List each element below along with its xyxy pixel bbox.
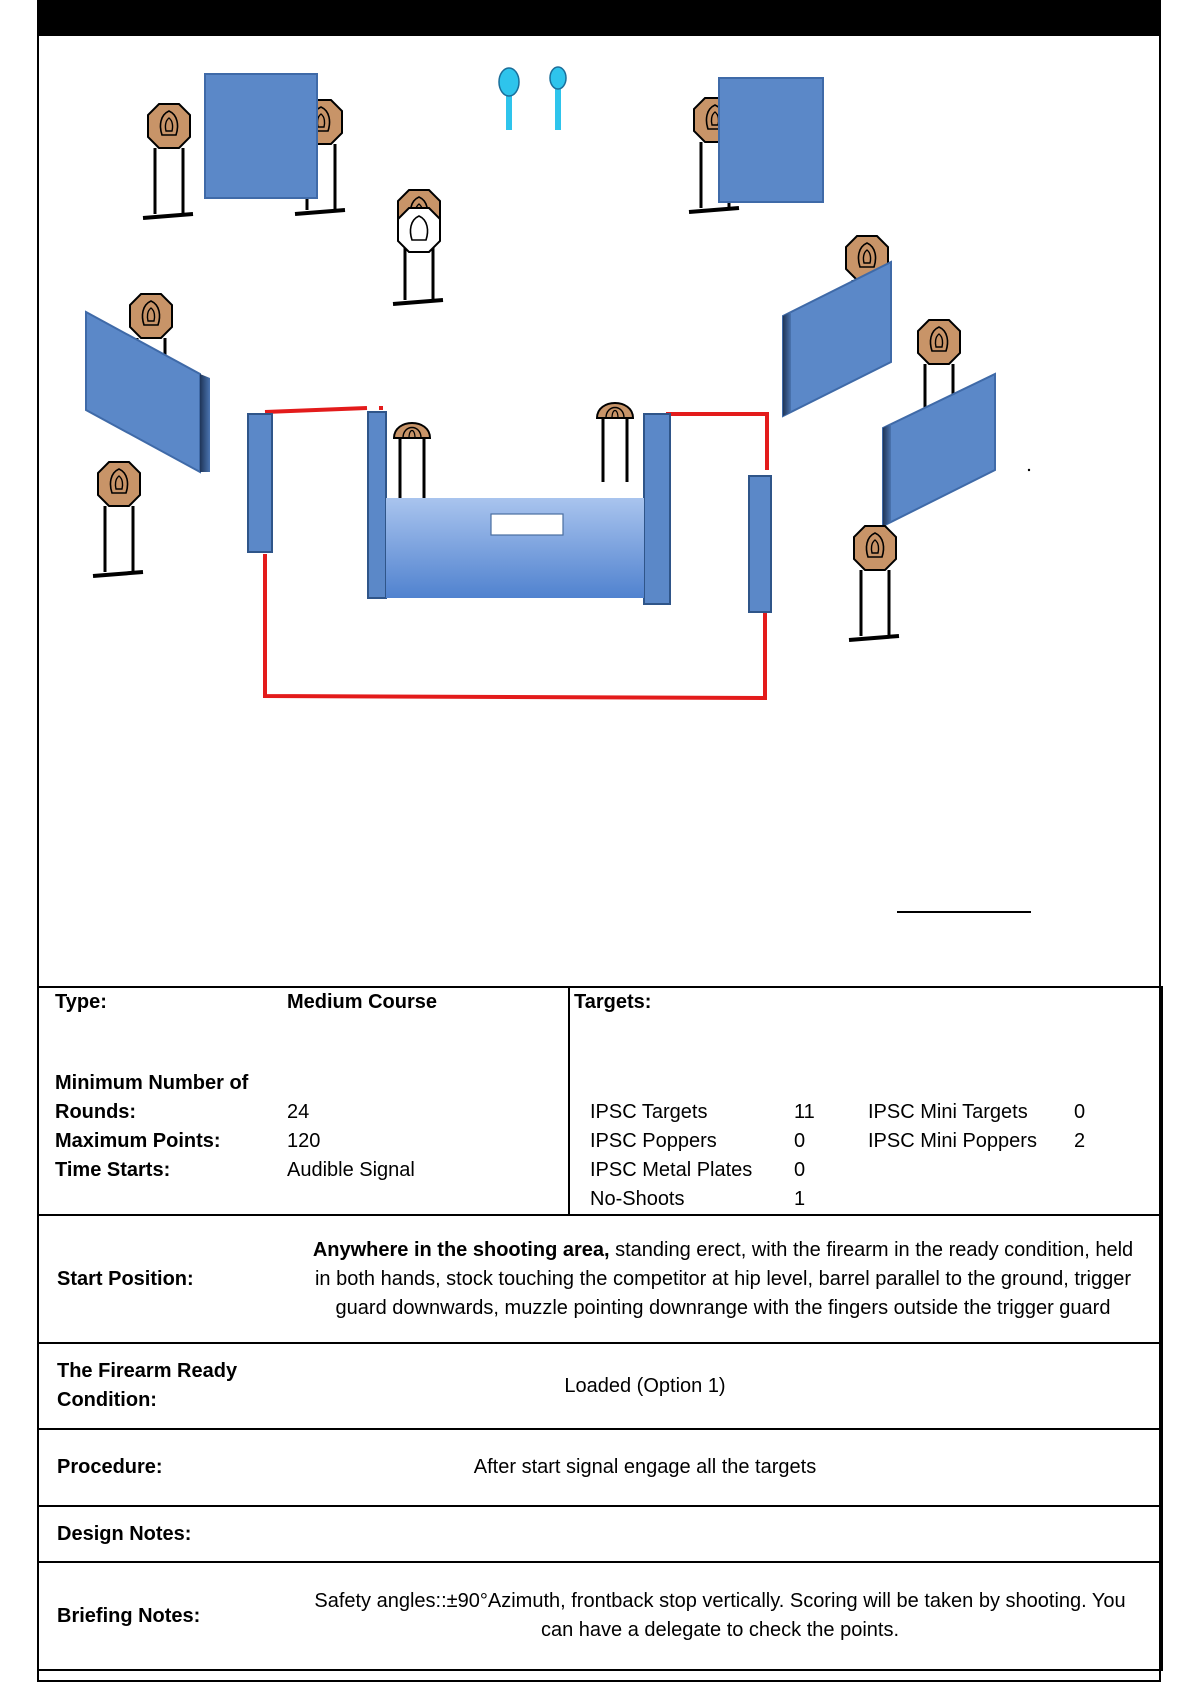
ipsc-target bbox=[849, 526, 899, 640]
target-type-count: 1 bbox=[794, 1188, 806, 1210]
design-notes-row bbox=[38, 1506, 1162, 1562]
targets-cell bbox=[569, 987, 1162, 1215]
max-points-label: Maximum Points: bbox=[55, 1130, 221, 1152]
ready-condition-cell bbox=[38, 1343, 1162, 1429]
start-position-line2: in both hands, stock touching the competitor at hip level, barrel parallel to the ground, trigger bbox=[314, 1267, 1132, 1290]
popper-icon bbox=[550, 67, 566, 130]
target-type-name: IPSC Metal Plates bbox=[590, 1159, 753, 1181]
time-starts-label: Time Starts: bbox=[55, 1159, 171, 1181]
type-label: Type: bbox=[55, 991, 107, 1013]
target-type-count: 11 bbox=[794, 1101, 815, 1123]
stage-info-table bbox=[37, 986, 1163, 1671]
briefing-notes-label: Briefing Notes: bbox=[57, 1604, 201, 1627]
ipsc-target bbox=[93, 462, 143, 576]
start-position-bold: Anywhere in the shooting area, bbox=[312, 1238, 610, 1261]
angled-wall bbox=[783, 262, 891, 416]
wall bbox=[368, 412, 386, 598]
wall bbox=[205, 74, 317, 198]
type-value: Medium Course bbox=[287, 991, 438, 1013]
briefing-notes-text bbox=[289, 1587, 1161, 1645]
start-position-line1: standing erect, with the firearm in the ready condition, held bbox=[609, 1238, 1134, 1261]
ready-condition-label-1: The Firearm Ready bbox=[57, 1360, 238, 1382]
max-points-value: 120 bbox=[287, 1130, 321, 1152]
ipsc-mini-target bbox=[597, 403, 633, 482]
no-shoot-target bbox=[398, 208, 440, 252]
ready-condition-row bbox=[38, 1343, 1162, 1429]
briefing-notes-line2: can have a delegate to check the points. bbox=[540, 1619, 900, 1641]
wall bbox=[644, 414, 670, 604]
marker-dot bbox=[1028, 469, 1030, 471]
wall bbox=[719, 78, 823, 202]
barrel-obstacle bbox=[386, 498, 644, 598]
ipsc-mini-target bbox=[394, 423, 430, 502]
target-type-name: IPSC Targets bbox=[590, 1101, 708, 1123]
popper-icon bbox=[499, 68, 519, 130]
min-rounds-label-2: Rounds: bbox=[55, 1101, 137, 1123]
target-type-name: IPSC Poppers bbox=[590, 1130, 717, 1152]
procedure-cell bbox=[38, 1429, 1162, 1506]
target-type-name: IPSC Mini Targets bbox=[868, 1101, 1028, 1123]
min-rounds-value: 24 bbox=[287, 1101, 310, 1123]
start-position-line3: guard downwards, muzzle pointing downrange with the fingers outside the trigger guard bbox=[335, 1296, 1111, 1319]
ready-condition-value: Loaded (Option 1) bbox=[564, 1374, 726, 1397]
target-type-count: 0 bbox=[1074, 1101, 1086, 1123]
procedure-value: After start signal engage all the targets bbox=[473, 1456, 817, 1478]
start-position-text bbox=[289, 1236, 1161, 1323]
details-row bbox=[38, 987, 1162, 1215]
design-notes-cell bbox=[38, 1506, 1162, 1562]
ready-condition-label bbox=[39, 1357, 289, 1415]
procedure-row bbox=[38, 1429, 1162, 1506]
details-cell bbox=[38, 987, 569, 1215]
target-type-name: No-Shoots bbox=[590, 1188, 685, 1210]
start-position-label: Start Position: bbox=[57, 1267, 194, 1290]
targets-label: Targets: bbox=[574, 991, 652, 1013]
briefing-notes-cell bbox=[38, 1562, 1162, 1670]
wall bbox=[248, 414, 272, 552]
design-notes-label: Design Notes: bbox=[57, 1522, 192, 1545]
wall bbox=[749, 476, 771, 612]
start-position-row bbox=[38, 1215, 1162, 1343]
target-type-name: IPSC Mini Poppers bbox=[868, 1130, 1037, 1152]
start-position-cell bbox=[38, 1215, 1162, 1343]
procedure-label: Procedure: bbox=[57, 1456, 163, 1478]
barrel-label bbox=[491, 514, 563, 535]
briefing-notes-row bbox=[38, 1562, 1162, 1670]
stage-diagram bbox=[39, 36, 1159, 986]
target-type-count: 0 bbox=[794, 1159, 806, 1181]
briefing-notes-line1: Safety angles::±90°Azimuth, frontback stop vertically. Scoring will be taken by shooting. You bbox=[314, 1590, 1126, 1612]
target-type-count: 2 bbox=[1074, 1130, 1086, 1152]
ipsc-target bbox=[143, 104, 193, 218]
min-rounds-label-1: Minimum Number of bbox=[55, 1072, 249, 1094]
target-type-count: 0 bbox=[794, 1130, 806, 1152]
targets-grid bbox=[590, 1098, 1161, 1214]
angled-wall bbox=[883, 374, 995, 526]
ready-condition-label-2: Condition: bbox=[57, 1389, 157, 1411]
time-starts-value: Audible Signal bbox=[287, 1159, 415, 1181]
